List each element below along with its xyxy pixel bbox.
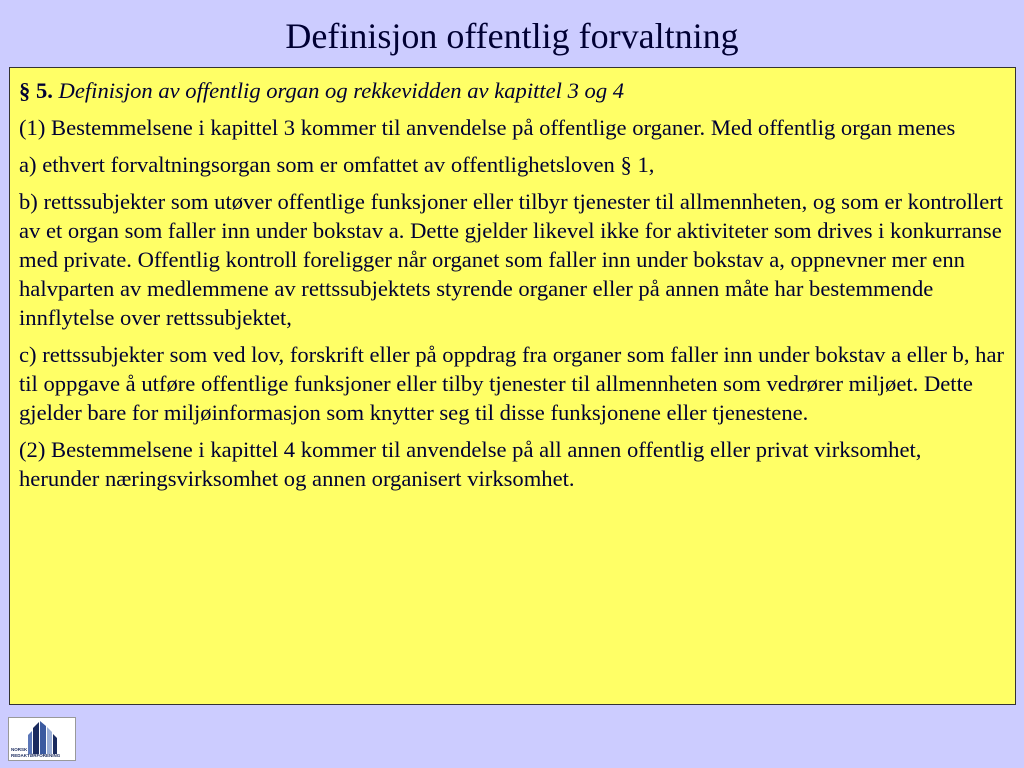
slide-title: Definisjon offentlig forvaltning [285,16,739,56]
paragraph-2: (2) Bestemmelsene i kapittel 4 kommer til anvendelse på all annen offentlig eller privat virksomhet, herunder næringsvirksomhet og annen organisert virksomhet. [19,437,922,491]
paragraph-a: a) ethvert forvaltningsorgan som er omfattet av offentlighetsloven § 1, [19,152,655,177]
logo-line-1: NORSK [11,747,28,752]
paragraph-b: b) rettssubjekter som utøver offentlige funksjoner eller tilbyr tjenester til allmennheten, og som er kontrollert av et organ som faller inn under bokstav a. Dette gjelder likevel ikke for aktiviteter som drives i konkurranse med private. Offentlig kontroll foreligger når organet som faller inn under bokstav a, oppnevner mer enn halvparten av medlemmene av rettssubjektets styrende organer eller på annen måte har bestemmende innflytelse over rettssubjektet, [19,189,1004,330]
logo-line-2: REDAKTØRFORENING [11,753,61,758]
paragraph-1: (1) Bestemmelsene i kapittel 3 kommer til anvendelse på offentlige organer. Med offentlig organ menes [19,115,956,140]
section-number: § 5. [19,78,53,103]
paragraph-c: c) rettssubjekter som ved lov, forskrift eller på oppdrag fra organer som faller inn under bokstav a eller b, har til oppgave å utføre offentlige funksjoner eller tilby tjenester til allmennheten som vedrører miljøet. Dette gjelder bare for miljøinformasjon som knytter seg til disse funksjonene eller tjenestene. [19,342,1005,425]
section-heading-text: Definisjon av offentlig organ og rekkevidden av kapittel 3 og 4 [58,78,625,103]
section-heading [19,76,1006,105]
building-logo-icon [9,718,75,760]
law-text-box [9,67,1016,705]
organization-logo [8,717,76,761]
